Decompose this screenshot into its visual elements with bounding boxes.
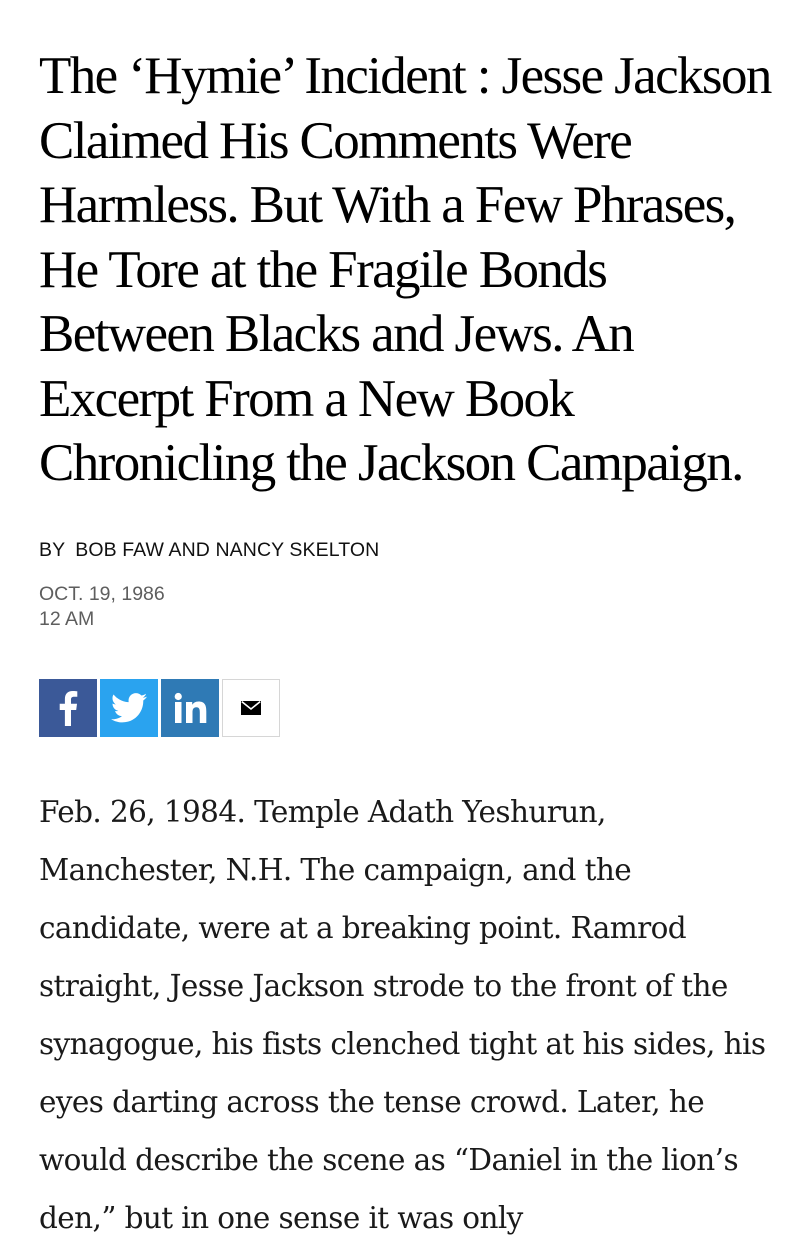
- twitter-icon: [111, 693, 147, 723]
- mail-icon: [241, 701, 261, 715]
- email-share-button[interactable]: [222, 679, 280, 737]
- linkedin-share-button[interactable]: [161, 679, 219, 737]
- linkedin-icon: [173, 692, 207, 724]
- article-body: [39, 783, 779, 1247]
- article: [39, 44, 779, 1247]
- publish-date: [39, 582, 779, 632]
- author-names[interactable]: BOB FAW AND NANCY SKELTON: [75, 538, 380, 561]
- facebook-share-button[interactable]: [39, 679, 97, 737]
- twitter-share-button[interactable]: [100, 679, 158, 737]
- publish-date-time: 12 AM: [39, 607, 95, 630]
- body-paragraph: Feb. 26, 1984. Temple Adath Yeshurun, Manchester, N.H. The campaign, and the candidate, were at a breaking point. Ramrod straight, Jesse Jackson strode to the front of the synagogue, his fists clenched tight at his sides, his eyes darting across the tense crowd. Later, he would describe the scene as “Daniel in the lion’s den,” but in one sense it was only: [39, 794, 766, 1235]
- article-headline: The ‘Hymie’ Incident : Jesse Jackson Claimed His Comments Were Harmless. But With a Few Phrases, He Tore at the Fragile Bonds Between Blacks and Jews. An Excerpt From a New Book Chronicling the Jackson Campaign.: [39, 47, 771, 492]
- byline: [39, 538, 779, 562]
- facebook-icon: [58, 690, 78, 726]
- publish-date-day: OCT. 19, 1986: [39, 582, 165, 605]
- byline-prefix: BY: [39, 538, 66, 561]
- share-toolbar: [39, 679, 779, 737]
